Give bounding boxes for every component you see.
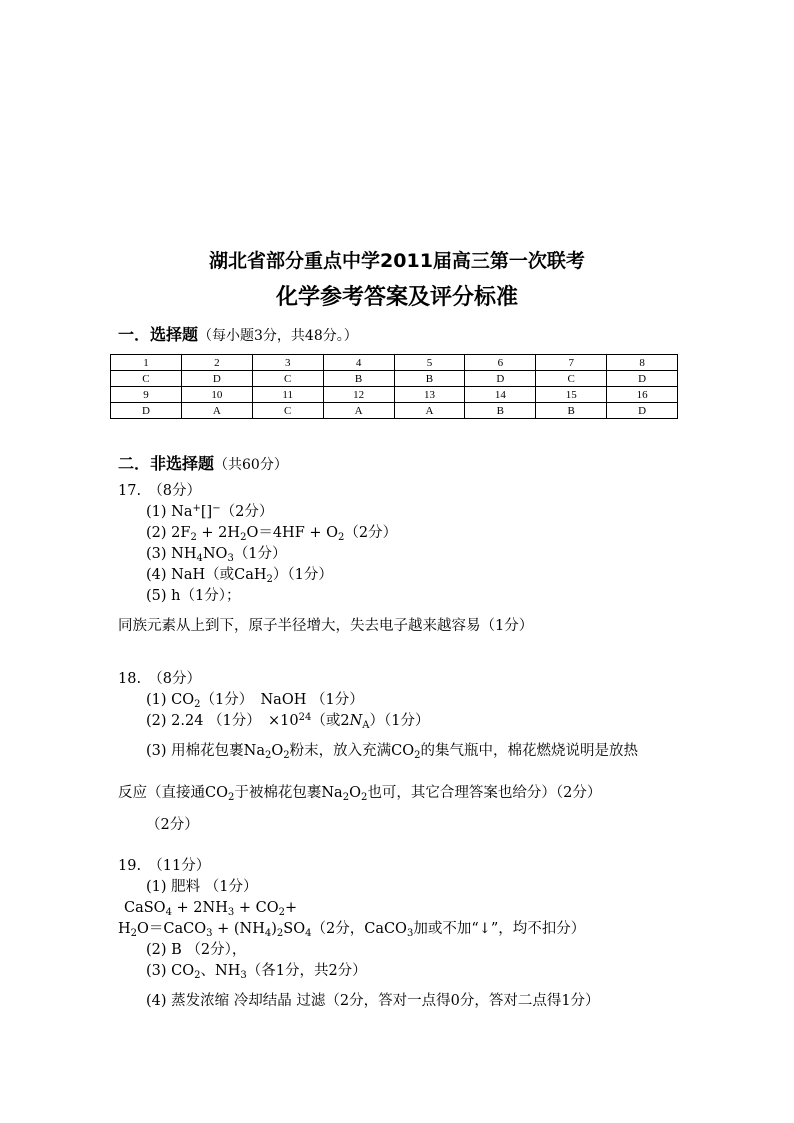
q19-equation-line2: $H_2O=CaCO_3 + (NH_4)_2SO_4(2$分，CaCO$_3$加或不加“↓”，均不扣分） xyxy=(118,921,586,939)
q18-answer-3-cont: 反应（直接通$CO_2$于被棉花包裹$Na_2O_2$也可，其它合理答案也给分）（2分） xyxy=(118,785,602,803)
question-number-row xyxy=(111,387,678,403)
table-cell: A xyxy=(181,403,252,419)
table-cell: D xyxy=(465,371,536,387)
table-cell: 4 xyxy=(323,355,394,371)
q18-score: （2分） xyxy=(146,817,199,833)
table-cell: 15 xyxy=(536,387,607,403)
document-title: 湖北省部分重点中学2011届高三第一次联考 xyxy=(209,250,585,272)
table-cell: 6 xyxy=(465,355,536,371)
q17-answer-1: (1) Na+[]−（2分） xyxy=(146,503,274,520)
table-cell: A xyxy=(323,403,394,419)
question-number-row xyxy=(111,355,678,371)
q17-answer-3: (3) $NH_4NO_3(1$分） xyxy=(146,546,287,564)
table-cell: 11 xyxy=(252,387,323,403)
table-cell: 1 xyxy=(111,355,182,371)
document-subtitle: 化学参考答案及评分标准 xyxy=(275,285,518,310)
table-cell: D xyxy=(111,403,182,419)
q18-heading: 18. （8分） xyxy=(118,671,202,687)
table-cell: B xyxy=(394,371,465,387)
table-cell: B xyxy=(323,371,394,387)
q18-answer-3: (3) 用棉花包裹$Na_2O_2$粉末，放入充满$CO_2$的集气瓶中，棉花燃烧说明是放热 xyxy=(146,743,638,761)
section2-heading: 二．非选择题（共60分） xyxy=(118,454,288,473)
table-cell: A xyxy=(394,403,465,419)
q17-answer-2: (2) $2F_2 + 2H_2O=4HF + O_2(2$分） xyxy=(146,525,398,543)
table-cell: B xyxy=(536,403,607,419)
section1-heading: 一．选择题（每小题3分，共48分。） xyxy=(118,325,358,344)
table-cell: C xyxy=(536,371,607,387)
table-cell: 10 xyxy=(181,387,252,403)
q17-explanation: 同族元素从上到下，原子半径增大，失去电子越来越容易（1分） xyxy=(118,618,534,634)
table-cell: D xyxy=(607,403,678,419)
q19-answer-1: (1) 肥料 （1分） xyxy=(146,879,258,895)
q19-heading: 19. （11分） xyxy=(118,858,211,874)
table-cell: C xyxy=(111,371,182,387)
table-cell: 8 xyxy=(607,355,678,371)
table-cell: 5 xyxy=(394,355,465,371)
q19-equation-line1: CaSO$_4$ + $2NH_3 + CO_2+$ xyxy=(124,900,298,918)
q17-answer-4: (4) NaH（或CaH$_2$）（1分） xyxy=(146,567,333,585)
table-cell: 16 xyxy=(607,387,678,403)
q19-answer-4: (4) 蒸发浓缩 冷却结晶 过滤（2分，答对一点得0分，答对二点得1分） xyxy=(146,993,600,1009)
table-cell: 3 xyxy=(252,355,323,371)
table-cell: 2 xyxy=(181,355,252,371)
q18-answer-1: (1) $CO_2(1$分） NaOH （1分） xyxy=(146,692,364,710)
table-cell: B xyxy=(465,403,536,419)
q19-answer-2: (2) B （2分）， xyxy=(146,942,247,958)
q17-answer-5: (5) h（1分）； xyxy=(146,588,241,604)
table-cell: 12 xyxy=(323,387,394,403)
table-cell: 13 xyxy=(394,387,465,403)
table-cell: C xyxy=(252,371,323,387)
answer-table xyxy=(110,354,678,419)
table-cell: 9 xyxy=(111,387,182,403)
table-cell: 14 xyxy=(465,387,536,403)
answer-row xyxy=(111,371,678,387)
table-cell: D xyxy=(607,371,678,387)
q17-heading: 17. （8分） xyxy=(118,483,202,499)
q18-answer-2: (2) 2.24 （1分） $\times 10^{24}$（或$2N_A)(1$分） xyxy=(146,712,430,731)
table-cell: 7 xyxy=(536,355,607,371)
q19-answer-3: (3) $CO_2$、$NH_3$（各1分，共2分） xyxy=(146,963,367,981)
table-cell: D xyxy=(181,371,252,387)
table-cell: C xyxy=(252,403,323,419)
answer-row xyxy=(111,403,678,419)
